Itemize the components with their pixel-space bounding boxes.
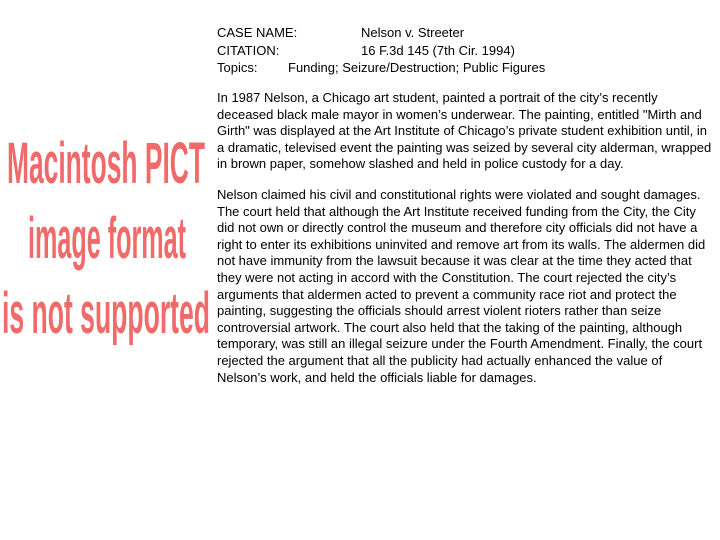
case-name-label: CASE NAME: [217,25,298,40]
topics-value: Funding; Seizure/Destruction; Public Figures [288,60,546,75]
citation-row [217,42,712,60]
placeholder-line-3: is not supported [2,281,210,346]
unsupported-image-graphic [0,125,212,355]
placeholder-line-2: image format [28,206,186,271]
summary-paragraph-holding: Nelson claimed his civil and constitutional rights were violated and sought damages. The court held that although the Art Institute received funding from the City, the City did not own or directly control the museum and therefore city officials did not have a right to enter its exhibitions uninvited and remove art from its walls. The aldermen did not have immunity from the lawsuit because it was clear at the time they acted that they were not acting in accord with the Constitution. The court rejected the city’s arguments that aldermen acted to prevent a community race riot and protect the painting, suggesting the officials should arrest violent rioters rather than seize controversial artwork. The court also held that the taking of the painting, although temporary, was still an illegal seizure under the Fourth Amendment. Finally, the court rejected the argument that all the publicity had actually enhanced the value of Nelson’s work, and held the officials liable for damages. [217,186,706,385]
summary-paragraph-facts: In 1987 Nelson, a Chicago art student, painted a portrait of the city’s recently deceased black male mayor in women’s underwear. The painting, entitled "Mirth and Girth" was displayed at the Art Institute of Chicago’s private student exhibition until, in a dramatic, televised event the painting was seized by several city alderman, wrapped in brown paper, somehow slashed and held in police custody for a day. [217,90,712,172]
case-name-value: Nelson v. Streeter [361,25,465,40]
case-summary [217,90,713,400]
topics-row [217,59,712,77]
citation-value: 16 F.3d 145 (7th Cir. 1994) [361,42,515,58]
topics-label: Topics: [217,60,258,75]
unsupported-image-placeholder [0,125,212,355]
placeholder-line-1: Macintosh PICT [7,131,205,196]
case-name-row [217,24,712,42]
citation-label: CITATION: [217,42,280,58]
case-header [217,24,712,77]
